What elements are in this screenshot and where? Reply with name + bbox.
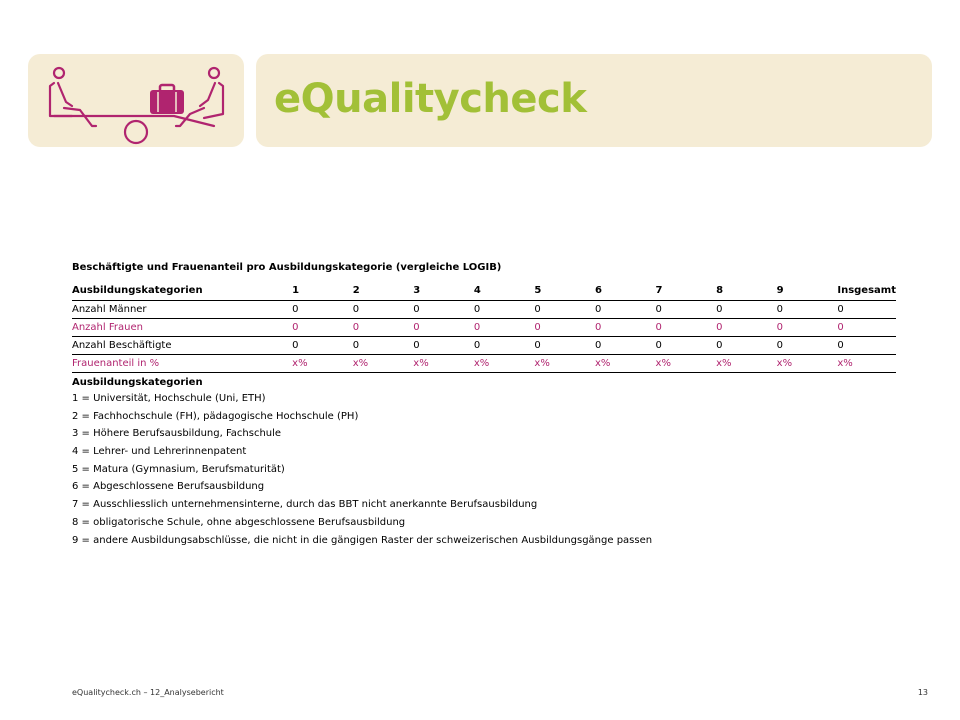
table-cell: 0	[716, 319, 777, 337]
table-cell: 0	[656, 319, 717, 337]
table-cell: x%	[716, 355, 777, 373]
legend-heading: Ausbildungskategorien	[72, 377, 203, 388]
logo-panel	[28, 54, 244, 147]
table-cell: 0	[353, 337, 414, 355]
table-cell: x%	[777, 355, 838, 373]
page-number: 13	[917, 688, 928, 697]
table-cell: 0	[292, 319, 353, 337]
table-cell: x%	[292, 355, 353, 373]
table-row	[72, 355, 896, 373]
table-cell: 0	[595, 319, 656, 337]
header-banner	[256, 54, 932, 147]
legend-item: 8 = obligatorische Schule, ohne abgeschlossene Berufsausbildung	[72, 516, 406, 528]
table-cell: x%	[413, 355, 474, 373]
table-cell: 0	[656, 301, 717, 319]
table-cell: 0	[353, 301, 414, 319]
legend-item: 3 = Höhere Berufsausbildung, Fachschule	[72, 428, 282, 440]
table-header-row	[72, 281, 896, 301]
table-cell: 0	[292, 337, 353, 355]
table-row	[72, 337, 896, 355]
table-cell: 0	[534, 319, 595, 337]
table-cell: 0	[413, 301, 474, 319]
table-row	[72, 301, 896, 319]
table-cell: 0	[777, 337, 838, 355]
table-cell: 0	[837, 301, 896, 319]
suitcase-icon	[150, 85, 184, 114]
legend-item: 2 = Fachhochschule (FH), pädagogische Hochschule (PH)	[72, 410, 359, 422]
column-header: 8	[716, 281, 777, 301]
column-header: Ausbildungskategorien	[72, 281, 292, 301]
seesaw-logo-icon	[28, 54, 244, 147]
footer-source: eQualitycheck.ch – 12_Analysebericht	[72, 688, 224, 697]
legend-item: 9 = andere Ausbildungsabschlüsse, die nicht in die gängigen Raster der schweizerischen Ausbildungsgänge passen	[72, 534, 653, 546]
table-cell: 0	[292, 301, 353, 319]
table-cell: 0	[474, 319, 535, 337]
row-label: Frauenanteil in %	[72, 355, 292, 373]
table-cell: 0	[474, 337, 535, 355]
table-cell: 0	[474, 301, 535, 319]
brand-title: eQualitycheck	[274, 76, 587, 122]
table-cell: 0	[595, 301, 656, 319]
column-header: 2	[353, 281, 414, 301]
table-cell: 0	[534, 337, 595, 355]
legend-item: 6 = Abgeschlossene Berufsausbildung	[72, 481, 265, 493]
category-legend	[72, 375, 652, 549]
table-cell: 0	[837, 337, 896, 355]
table-cell: 0	[837, 319, 896, 337]
table-cell: 0	[777, 301, 838, 319]
table-cell: 0	[777, 319, 838, 337]
legend-item: 5 = Matura (Gymnasium, Berufsmaturität)	[72, 463, 285, 475]
column-header: 1	[292, 281, 353, 301]
table-cell: 0	[595, 337, 656, 355]
table-cell: 0	[353, 319, 414, 337]
column-header: 3	[413, 281, 474, 301]
table-cell: x%	[595, 355, 656, 373]
table-row	[72, 319, 896, 337]
table-title: Beschäftigte und Frauenanteil pro Ausbildungskategorie (vergleiche LOGIB)	[72, 262, 502, 273]
legend-item: 4 = Lehrer- und Lehrerinnenpatent	[72, 446, 247, 458]
row-label: Anzahl Beschäftigte	[72, 337, 292, 355]
row-label: Anzahl Männer	[72, 301, 292, 319]
table-cell: x%	[353, 355, 414, 373]
column-header: Insgesamt	[837, 281, 896, 301]
column-header: 6	[595, 281, 656, 301]
table-cell: 0	[413, 337, 474, 355]
table-cell: 0	[716, 337, 777, 355]
table-cell: x%	[837, 355, 896, 373]
table-cell: 0	[656, 337, 717, 355]
legend-item: 1 = Universität, Hochschule (Uni, ETH)	[72, 393, 266, 404]
table-cell: x%	[474, 355, 535, 373]
table-cell: 0	[716, 301, 777, 319]
column-header: 9	[777, 281, 838, 301]
table-cell: 0	[413, 319, 474, 337]
table-cell: x%	[656, 355, 717, 373]
column-header: 7	[656, 281, 717, 301]
table-cell: x%	[534, 355, 595, 373]
table-cell: 0	[534, 301, 595, 319]
legend-item: 7 = Ausschliesslich unternehmensinterne, durch das BBT nicht anerkannte Berufsausbildung	[72, 499, 538, 511]
column-header: 5	[534, 281, 595, 301]
column-header: 4	[474, 281, 535, 301]
row-label: Anzahl Frauen	[72, 319, 292, 337]
education-table	[72, 281, 896, 373]
